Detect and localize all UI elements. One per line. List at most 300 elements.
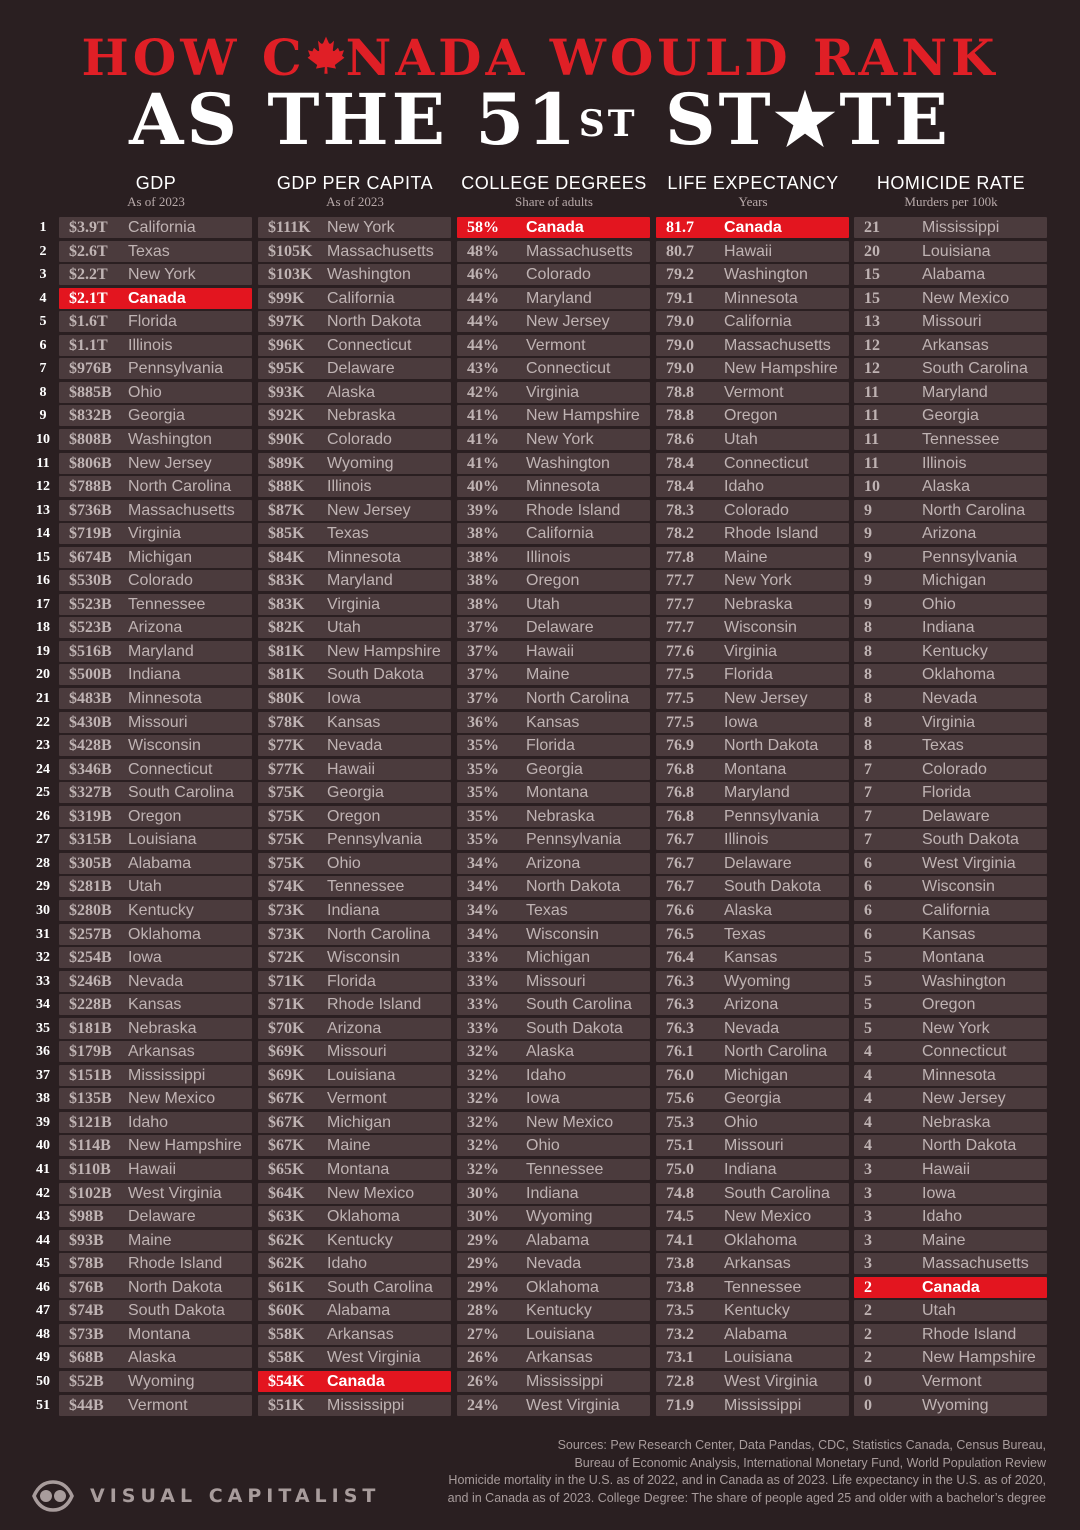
cell-state-name: West Virginia <box>526 1397 620 1414</box>
table-cell <box>258 735 451 756</box>
cell-state-name: Missouri <box>327 1043 387 1060</box>
cell-state-name: Canada <box>327 1373 385 1390</box>
table-cell <box>258 1135 451 1156</box>
cell-value: 79.1 <box>666 290 694 307</box>
cell-state-name: Kentucky <box>526 1302 592 1319</box>
table-cell <box>854 1183 1047 1204</box>
cell-value: 76.8 <box>666 808 694 825</box>
cell-value: $530B <box>69 572 112 589</box>
cell-state-name: Tennessee <box>724 1279 802 1296</box>
cell-state-name: Alabama <box>327 1302 391 1319</box>
table-cell <box>854 1112 1047 1133</box>
cell-state-name: California <box>724 313 792 330</box>
cell-value: $92K <box>268 407 305 424</box>
table-cell <box>854 476 1047 497</box>
table-cell <box>59 829 252 850</box>
cell-state-name: New York <box>327 219 395 236</box>
cell-state-name: Kentucky <box>922 643 988 660</box>
cell-value: 15 <box>864 290 880 307</box>
table-cell <box>258 241 451 262</box>
cell-value: $135B <box>69 1090 112 1107</box>
cell-state-name: Wyoming <box>128 1373 195 1390</box>
table-cell <box>457 1347 650 1368</box>
cell-value: 78.8 <box>666 384 694 401</box>
table-cell <box>457 641 650 662</box>
table-cell <box>258 1206 451 1227</box>
cell-value: 24% <box>467 1397 499 1414</box>
cell-state-name: Kentucky <box>327 1232 393 1249</box>
cell-value: 35% <box>467 831 499 848</box>
table-cell <box>258 829 451 850</box>
table-cell <box>59 1112 252 1133</box>
table-cell <box>854 1230 1047 1251</box>
cell-state-name: Kansas <box>327 714 381 731</box>
table-cell <box>457 1300 650 1321</box>
table-cell <box>656 712 849 733</box>
cell-state-name: South Dakota <box>128 1302 225 1319</box>
cell-value: $121B <box>69 1114 112 1131</box>
table-cell <box>854 1159 1047 1180</box>
table-cell <box>656 1230 849 1251</box>
cell-state-name: Virginia <box>922 714 976 731</box>
cell-value: 3 <box>864 1255 872 1272</box>
cell-value: $516B <box>69 643 112 660</box>
column-subtitle: Share of adults <box>515 194 593 209</box>
cell-state-name: South Dakota <box>526 1020 623 1037</box>
rank-number: 37 <box>36 1068 50 1083</box>
cell-state-name: New Mexico <box>128 1090 216 1107</box>
cell-state-name: Montana <box>327 1161 390 1178</box>
cell-value: 32% <box>467 1137 499 1154</box>
table-cell <box>258 664 451 685</box>
cell-value: 76.3 <box>666 973 694 990</box>
cell-value: 12 <box>864 360 880 377</box>
table-cell <box>59 453 252 474</box>
cell-value: 35% <box>467 808 499 825</box>
cell-state-name: Nebraska <box>922 1114 991 1131</box>
cell-value: $89K <box>268 455 305 472</box>
rank-number: 3 <box>39 267 47 282</box>
table-cell <box>457 829 650 850</box>
table-cell <box>457 994 650 1015</box>
cell-value: 29% <box>467 1255 499 1272</box>
cell-value: $96K <box>268 337 305 354</box>
table-cell <box>59 523 252 544</box>
table-cell <box>258 405 451 426</box>
cell-state-name: Hawaii <box>327 761 376 778</box>
cell-value: 74.1 <box>666 1232 694 1249</box>
cell-state-name: Montana <box>128 1326 191 1343</box>
table-cell <box>258 382 451 403</box>
cell-value: $78B <box>69 1255 104 1272</box>
cell-state-name: Tennessee <box>327 878 405 895</box>
rank-number: 17 <box>36 597 50 612</box>
table-cell <box>656 1135 849 1156</box>
table-cell <box>258 1395 451 1416</box>
table-cell <box>258 1112 451 1133</box>
table-cell <box>457 1065 650 1086</box>
cell-state-name: Tennessee <box>526 1161 604 1178</box>
cell-value: 3 <box>864 1185 872 1202</box>
table-cell <box>457 971 650 992</box>
cell-value: $97K <box>268 313 305 330</box>
column-subtitle: Years <box>738 194 768 209</box>
cell-value: $428B <box>69 737 112 754</box>
table-cell <box>854 735 1047 756</box>
table-cell <box>457 1112 650 1133</box>
cell-value: $319B <box>69 808 112 825</box>
cell-value: 8 <box>864 666 872 683</box>
cell-state-name: Indiana <box>922 619 975 636</box>
table-cell <box>258 594 451 615</box>
table-cell <box>457 570 650 591</box>
table-cell <box>258 759 451 780</box>
cell-state-name: Pennsylvania <box>724 808 820 825</box>
table-cell <box>59 876 252 897</box>
cell-state-name: Arkansas <box>922 337 989 354</box>
cell-value: 30% <box>467 1185 499 1202</box>
cell-state-name: Kentucky <box>128 902 194 919</box>
table-cell <box>854 1065 1047 1086</box>
table-cell <box>59 500 252 521</box>
cell-state-name: Alabama <box>922 266 986 283</box>
cell-value: 5 <box>864 973 872 990</box>
cell-value: 75.3 <box>666 1114 694 1131</box>
cell-value: $65K <box>268 1161 305 1178</box>
table-cell <box>656 453 849 474</box>
table-cell <box>457 806 650 827</box>
table-cell <box>59 1395 252 1416</box>
cell-value: 37% <box>467 643 499 660</box>
cell-state-name: Nevada <box>128 973 184 990</box>
cell-value: 44% <box>467 337 499 354</box>
cell-value: $58K <box>268 1326 305 1343</box>
table-cell <box>854 1300 1047 1321</box>
cell-state-name: Michigan <box>128 549 193 566</box>
table-cell <box>656 1159 849 1180</box>
table-cell <box>656 947 849 968</box>
cell-value: 5 <box>864 996 872 1013</box>
cell-state-name: Nevada <box>327 737 383 754</box>
cell-state-name: Arkansas <box>526 1349 593 1366</box>
table-cell <box>59 1324 252 1345</box>
cell-value: $67K <box>268 1137 305 1154</box>
cell-value: 26% <box>467 1349 499 1366</box>
table-cell <box>258 288 451 309</box>
cell-state-name: Minnesota <box>128 690 202 707</box>
table-cell <box>457 782 650 803</box>
table-cell <box>59 1041 252 1062</box>
cell-state-name: Massachusetts <box>724 337 831 354</box>
cell-value: 73.5 <box>666 1302 694 1319</box>
cell-value: $430B <box>69 714 112 731</box>
cell-value: 28% <box>467 1302 499 1319</box>
cell-state-name: New Hampshire <box>327 643 441 660</box>
cell-state-name: Maryland <box>526 290 592 307</box>
table-cell <box>457 1371 650 1392</box>
cell-value: 32% <box>467 1161 499 1178</box>
cell-value: 77.7 <box>666 572 694 589</box>
table-cell <box>258 641 451 662</box>
cell-value: 6 <box>864 902 872 919</box>
cell-state-name: Georgia <box>327 784 384 801</box>
cell-value: 77.7 <box>666 596 694 613</box>
cell-value: $976B <box>69 360 112 377</box>
cell-state-name: Maine <box>327 1137 371 1154</box>
cell-value: $51K <box>268 1397 305 1414</box>
table-cell <box>457 900 650 921</box>
cell-value: 44% <box>467 290 499 307</box>
cell-value: 38% <box>467 549 499 566</box>
table-cell <box>258 782 451 803</box>
cell-value: 32% <box>467 1043 499 1060</box>
cell-value: 76.6 <box>666 902 694 919</box>
cell-state-name: North Dakota <box>724 737 819 754</box>
table-cell <box>457 1041 650 1062</box>
title-line-2-part-b: ST <box>637 78 774 161</box>
table-cell <box>258 1183 451 1204</box>
cell-value: 77.5 <box>666 690 694 707</box>
cell-state-name: Minnesota <box>526 478 600 495</box>
cell-state-name: Illinois <box>724 831 769 848</box>
table-cell <box>854 782 1047 803</box>
cell-state-name: Washington <box>724 266 808 283</box>
rank-number: 29 <box>36 879 50 894</box>
cell-value: 30% <box>467 1208 499 1225</box>
cell-value: $83K <box>268 572 305 589</box>
cell-state-name: New Hampshire <box>724 360 838 377</box>
table-cell <box>854 1347 1047 1368</box>
cell-value: 48% <box>467 243 499 260</box>
cell-state-name: Wisconsin <box>128 737 201 754</box>
cell-value: 80.7 <box>666 243 694 260</box>
table-cell <box>854 335 1047 356</box>
cell-state-name: Arkansas <box>128 1043 195 1060</box>
cell-state-name: North Carolina <box>724 1043 828 1060</box>
table-cell <box>457 947 650 968</box>
cell-state-name: Canada <box>724 219 782 236</box>
cell-state-name: Louisiana <box>526 1326 595 1343</box>
table-cell <box>59 924 252 945</box>
cell-state-name: California <box>922 902 990 919</box>
table-cell <box>656 900 849 921</box>
cell-value: $885B <box>69 384 112 401</box>
cell-state-name: Montana <box>922 949 985 966</box>
table-cell <box>457 1159 650 1180</box>
sources-line: Bureau of Economic Analysis, International Monetary Fund, World Population Review <box>574 1455 1046 1470</box>
cell-state-name: Canada <box>128 290 186 307</box>
cell-value: 77.7 <box>666 619 694 636</box>
table-cell <box>457 1135 650 1156</box>
cell-state-name: New York <box>724 572 792 589</box>
cell-value: 38% <box>467 572 499 589</box>
table-cell <box>656 382 849 403</box>
table-cell <box>59 1347 252 1368</box>
cell-state-name: Alaska <box>128 1349 177 1366</box>
cell-state-name: New Jersey <box>327 502 411 519</box>
table-cell <box>59 900 252 921</box>
cell-value: 9 <box>864 549 872 566</box>
cell-value: $114B <box>69 1137 111 1154</box>
cell-state-name: Texas <box>526 902 568 919</box>
table-cell <box>258 1088 451 1109</box>
cell-state-name: Maryland <box>327 572 393 589</box>
cell-state-name: Texas <box>327 525 369 542</box>
cell-value: $93B <box>69 1232 104 1249</box>
title-line-2-part-a: AS THE 51 <box>129 78 579 161</box>
cell-value: $246B <box>69 973 112 990</box>
table-cell <box>258 453 451 474</box>
cell-state-name: Kentucky <box>724 1302 790 1319</box>
cell-state-name: Wyoming <box>526 1208 593 1225</box>
cell-value: 33% <box>467 996 499 1013</box>
cell-value: $736B <box>69 502 112 519</box>
table-cell <box>854 641 1047 662</box>
cell-value: 5 <box>864 949 872 966</box>
cell-state-name: Louisiana <box>327 1067 396 1084</box>
cell-state-name: Texas <box>128 243 170 260</box>
table-cell <box>656 594 849 615</box>
cell-value: $78K <box>268 714 305 731</box>
cell-state-name: Rhode Island <box>128 1255 223 1272</box>
cell-value: 41% <box>467 455 499 472</box>
table-cell <box>854 947 1047 968</box>
rank-number: 12 <box>36 479 50 494</box>
table-cell <box>656 500 849 521</box>
cell-state-name: Oregon <box>327 808 381 825</box>
cell-state-name: Nebraska <box>128 1020 197 1037</box>
table-cell <box>258 994 451 1015</box>
cell-value: 34% <box>467 878 499 895</box>
table-cell <box>656 429 849 450</box>
cell-value: $75K <box>268 855 305 872</box>
cell-state-name: Wyoming <box>327 455 394 472</box>
cell-state-name: New York <box>526 431 594 448</box>
star-icon: ★ <box>773 78 840 161</box>
cell-value: 46% <box>467 266 499 283</box>
cell-value: 73.2 <box>666 1326 694 1343</box>
table-cell <box>59 217 252 238</box>
table-cell <box>258 476 451 497</box>
cell-value: $88K <box>268 478 305 495</box>
table-cell <box>656 735 849 756</box>
rank-number: 46 <box>36 1280 50 1295</box>
cell-value: 76.3 <box>666 1020 694 1037</box>
table-cell <box>656 1088 849 1109</box>
cell-value: 2 <box>864 1302 872 1319</box>
table-cell <box>656 1018 849 1039</box>
rank-number: 32 <box>36 950 50 965</box>
cell-value: $788B <box>69 478 112 495</box>
cell-value: 0 <box>864 1397 872 1414</box>
table-cell <box>457 594 650 615</box>
cell-value: 41% <box>467 431 499 448</box>
rank-number: 36 <box>36 1044 50 1059</box>
cell-value: 3 <box>864 1161 872 1178</box>
cell-value: $73K <box>268 926 305 943</box>
cell-state-name: Hawaii <box>922 1161 971 1178</box>
cell-state-name: Maine <box>922 1232 966 1249</box>
cell-state-name: Colorado <box>922 761 987 778</box>
column-title: COLLEGE DEGREES <box>461 173 647 193</box>
cell-state-name: Alabama <box>526 1232 590 1249</box>
table-cell <box>854 570 1047 591</box>
table-cell <box>258 1230 451 1251</box>
table-cell <box>656 782 849 803</box>
cell-value: $181B <box>69 1020 112 1037</box>
cell-state-name: Illinois <box>922 455 967 472</box>
table-cell <box>59 1371 252 1392</box>
cell-value: $98B <box>69 1208 104 1225</box>
table-cell <box>59 429 252 450</box>
cell-state-name: Illinois <box>327 478 372 495</box>
table-cell <box>656 924 849 945</box>
cell-value: 79.0 <box>666 360 694 377</box>
cell-state-name: Virginia <box>526 384 580 401</box>
cell-value: 76.4 <box>666 949 694 966</box>
cell-value: 78.4 <box>666 455 694 472</box>
cell-state-name: Mississippi <box>724 1397 802 1414</box>
cell-value: 4 <box>864 1090 872 1107</box>
brand-name: VISUAL CAPITALIST <box>90 1485 381 1507</box>
cell-state-name: Delaware <box>128 1208 196 1225</box>
table-cell <box>258 806 451 827</box>
table-cell <box>854 853 1047 874</box>
table-cell <box>457 1395 650 1416</box>
cell-state-name: Maryland <box>128 643 194 660</box>
cell-value: $151B <box>69 1067 112 1084</box>
cell-state-name: South Carolina <box>724 1185 830 1202</box>
cell-value: $102B <box>69 1185 112 1202</box>
cell-state-name: Alaska <box>327 384 376 401</box>
cell-state-name: Oregon <box>922 996 976 1013</box>
cell-state-name: Delaware <box>922 808 990 825</box>
cell-value: $67K <box>268 1114 305 1131</box>
cell-state-name: Vermont <box>922 1373 982 1390</box>
cell-state-name: Michigan <box>526 949 591 966</box>
table-cell <box>457 924 650 945</box>
cell-value: 9 <box>864 525 872 542</box>
table-cell <box>59 264 252 285</box>
column-header-0 <box>59 172 253 209</box>
cell-state-name: Arkansas <box>327 1326 394 1343</box>
cell-state-name: Minnesota <box>922 1067 996 1084</box>
cell-state-name: South Dakota <box>922 831 1019 848</box>
cell-state-name: West Virginia <box>128 1185 222 1202</box>
column-header-1 <box>258 172 452 209</box>
cell-state-name: Massachusetts <box>526 243 633 260</box>
cell-state-name: Louisiana <box>128 831 197 848</box>
cell-state-name: Canada <box>526 219 584 236</box>
cell-value: 4 <box>864 1114 872 1131</box>
cell-state-name: Ohio <box>128 384 162 401</box>
table-cell <box>258 358 451 379</box>
table-cell <box>656 523 849 544</box>
table-cell <box>258 617 451 638</box>
cell-value: 76.5 <box>666 926 694 943</box>
cell-value: $346B <box>69 761 112 778</box>
cell-state-name: Alaska <box>724 902 773 919</box>
cell-value: $87K <box>268 502 305 519</box>
cell-state-name: Arkansas <box>724 1255 791 1272</box>
table-cell <box>258 217 451 238</box>
table-cell <box>59 547 252 568</box>
cell-state-name: Louisiana <box>724 1349 793 1366</box>
table-cell <box>854 241 1047 262</box>
table-cell <box>258 264 451 285</box>
table-cell <box>258 1277 451 1298</box>
cell-state-name: Iowa <box>128 949 162 966</box>
